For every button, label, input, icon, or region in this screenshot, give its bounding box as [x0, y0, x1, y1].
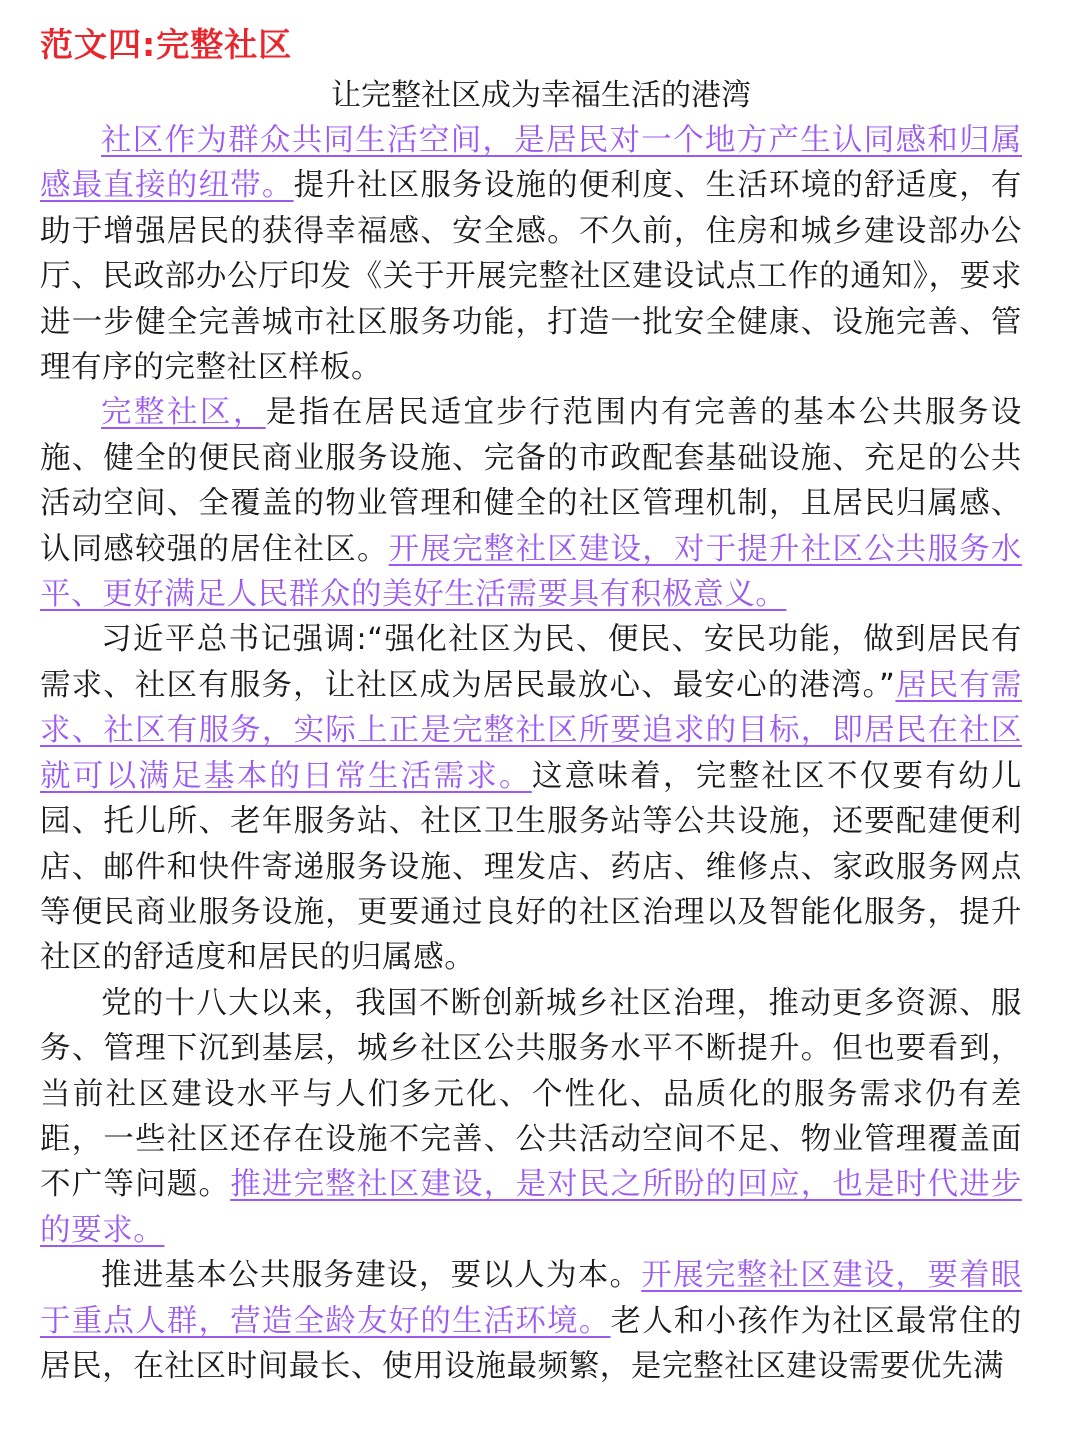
highlighted-sentence: 社区作为群众共同生活空间，是居民对一个地方产生认同感和归属感最直接的纽带。	[40, 123, 1022, 204]
paragraph	[40, 617, 1022, 980]
highlighted-sentence: 开展完整社区建设，对于提升社区公共服务水平、更好满足人民群众的美好生活需要具有积极意义。	[40, 531, 1023, 613]
section-heading: 范文四:完整社区	[40, 25, 293, 64]
body-text: 习近平总书记强调:“强化社区为民、便民、安民功能，做到居民有需求、社区有服务，让社区成为居民最放心、最安心的港湾。”	[40, 622, 1022, 703]
body-text: 是指在居民适宜步行范围内有完善的基本公共服务设施、健全的便民商业服务设施、完备的市政配套基础设施、充足的公共活动空间、全覆盖的物业管理和健全的社区管理机制，且居民归属感、认同感较强的居住社区。	[40, 395, 1022, 567]
article-title: 让完整社区成为幸福生活的港湾	[331, 78, 751, 113]
paragraph	[40, 981, 1022, 1253]
highlighted-sentence: 推进完整社区建设，是对民之所盼的回应，也是时代进步的要求。	[40, 1167, 1022, 1248]
body-text: 这意味着，完整社区不仅要有幼儿园、托儿所、老年服务站、社区卫生服务站等公共设施，还要配建便利店、邮件和快件寄递服务设施、理发店、药店、维修点、家政服务网点等便民商业服务设施，更要通过良好的社区治理以及智能化服务，提升社区的舒适度和居民的归属感。	[40, 758, 1022, 976]
paragraph	[40, 118, 1022, 390]
body-text: 党的十八大以来，我国不断创新城乡社区治理，推动更多资源、服务、管理下沉到基层，城乡社区公共服务水平不断提升。但也要看到，当前社区建设水平与人们多元化、个性化、品质化的服务需求仍有差距，一些社区还存在设施不完善、公共活动空间不足、物业管理覆盖面不广等问题。	[40, 985, 1022, 1203]
body-text: 老人和小孩作为社区最常住的居民，在社区时间最长、使用设施最频繁，是完整社区建设需要优先满	[40, 1303, 1022, 1384]
body-text: 提升社区服务设施的便利度、生活环境的舒适度，有助于增强居民的获得幸福感、安全感。不久前，住房和城乡建设部办公厅、民政部办公厅印发《关于开展完整社区建设试点工作的通知》，要求进一步健全完善城市社区服务功能，打造一批安全健康、设施完善、管理有序的完整社区样板。	[40, 168, 1022, 386]
body-text: 推进基本公共服务建设，要以人为本。	[101, 1258, 642, 1294]
article-body	[40, 118, 1022, 1389]
paragraph	[40, 1253, 1022, 1389]
highlighted-sentence: 完整社区，	[101, 395, 266, 431]
paragraph	[40, 390, 1022, 617]
highlighted-sentence: 开展完整社区建设，要着眼于重点人群，营造全龄友好的生活环境。	[40, 1258, 1022, 1339]
highlighted-sentence: 居民有需求、社区有服务，实际上正是完整社区所要追求的目标，即居民在社区就可以满足基本的日常生活需求。	[40, 667, 1022, 794]
